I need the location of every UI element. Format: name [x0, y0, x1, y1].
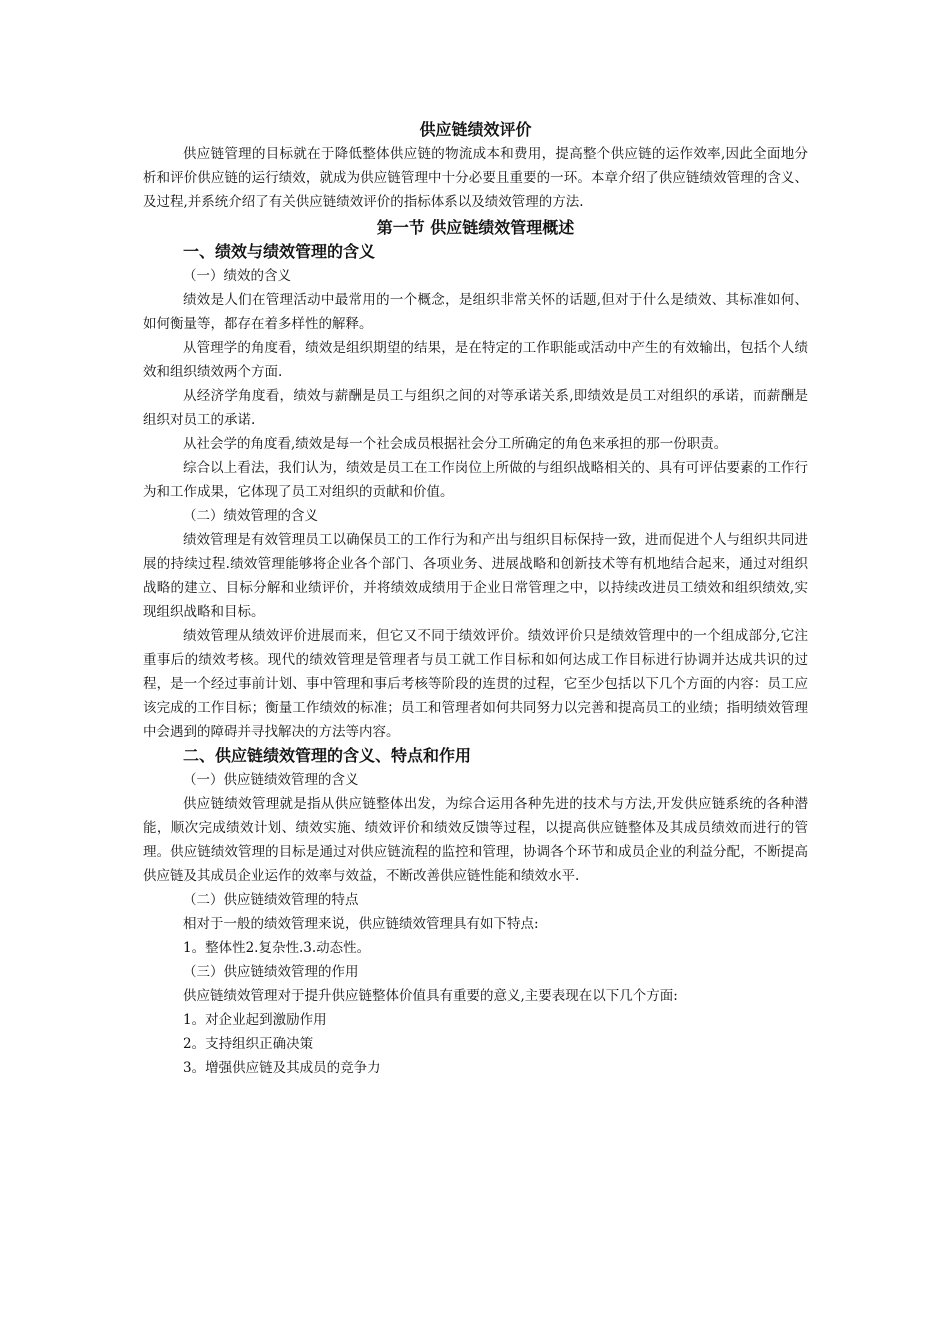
subheading-scpm-features: （二）供应链绩效管理的特点 — [183, 892, 359, 908]
paragraph: 从经济学角度看，绩效与薪酬是员工与组织之间的对等承诺关系,即绩效是员工对组织的承诺，而薪酬是组织对员工的承诺. — [143, 388, 808, 428]
document-page — [143, 118, 808, 1080]
features-intro: 相对于一般的绩效管理来说，供应链绩效管理具有如下特点: — [183, 916, 539, 932]
subheading-performance-management-meaning: （二）绩效管理的含义 — [183, 508, 318, 524]
paragraph: 绩效管理从绩效评价进展而来，但它又不同于绩效评价。绩效评价只是绩效管理中的一个组成部分,它注重事后的绩效考核。现代的绩效管理是管理者与员工就工作目标和如何达成工作目标进行协调并达成共识的过程，是一个经过事前计划、事中管理和事后考核等阶段的连贯的过程，它至少包括以下几个方面的内容：员工应该完成的工作目标；衡量工作绩效的标准；员工和管理者如何共同努力以完善和提高员工的业绩；指明绩效管理中会遇到的障碍并寻找解决的方法等内容。 — [143, 628, 808, 740]
heading-supply-chain-performance: 二、供应链绩效管理的含义、特点和作用 — [183, 746, 472, 765]
subheading-scpm-meaning: （一）供应链绩效管理的含义 — [183, 772, 359, 788]
paragraph: 从社会学的角度看,绩效是每一个社会成员根据社会分工所确定的角色来承担的那一份职责。 — [183, 436, 728, 452]
paragraph: 绩效是人们在管理活动中最常用的一个概念，是组织非常关怀的话题,但对于什么是绩效、其标准如何、如何衡量等，都存在着多样性的解释。 — [143, 292, 808, 332]
heading-performance-definition: 一、绩效与绩效管理的含义 — [183, 242, 376, 261]
document-title: 供应链绩效评价 — [419, 120, 532, 139]
paragraph: 供应链绩效管理就是指从供应链整体出发，为综合运用各种先进的技术与方法,开发供应链系统的各种潜能，顺次完成绩效计划、绩效实施、绩效评价和绩效反馈等过程，以提高供应链整体及其成员绩效而进行的管理。供应链绩效管理的目标是通过对供应链流程的监控和管理，协调各个环节和成员企业的利益分配，不断提高供应链及其成员企业运作的效率与效益，不断改善供应链性能和绩效水平. — [143, 796, 808, 884]
section-title: 第一节 供应链绩效管理概述 — [376, 218, 575, 237]
features-list: 1。整体性2.复杂性.3.动态性。 — [183, 940, 371, 956]
paragraph: 综合以上看法，我们认为，绩效是员工在工作岗位上所做的与组织战略相关的、具有可评估要素的工作行为和工作成果，它体现了员工对组织的贡献和价值。 — [143, 460, 808, 500]
roles-intro: 供应链绩效管理对于提升供应链整体价值具有重要的意义,主要表现在以下几个方面: — [183, 988, 678, 1004]
paragraph: 从管理学的角度看，绩效是组织期望的结果，是在特定的工作职能或活动中产生的有效输出，包括个人绩效和组织绩效两个方面. — [143, 340, 808, 380]
list-item: 2。支持组织正确决策 — [183, 1036, 314, 1052]
subheading-scpm-roles: （三）供应链绩效管理的作用 — [183, 964, 359, 980]
list-item: 3。增强供应链及其成员的竞争力 — [183, 1060, 381, 1076]
subheading-performance-meaning: （一）绩效的含义 — [183, 268, 291, 284]
intro-paragraph: 供应链管理的目标就在于降低整体供应链的物流成本和费用，提高整个供应链的运作效率,因此全面地分析和评价供应链的运行绩效，就成为供应链管理中十分必要且重要的一环。本章介绍了供应链绩效管理的含义、及过程,并系统介绍了有关供应链绩效评价的指标体系以及绩效管理的方法. — [143, 146, 808, 210]
paragraph: 绩效管理是有效管理员工以确保员工的工作行为和产出与组织目标保持一致，进而促进个人与组织共同进展的持续过程.绩效管理能够将企业各个部门、各项业务、进展战略和创新技术等有机地结合起来，通过对组织战略的建立、目标分解和业绩评价，并将绩效成绩用于企业日常管理之中，以持续改进员工绩效和组织绩效,实现组织战略和目标。 — [143, 532, 808, 620]
list-item: 1。对企业起到激励作用 — [183, 1012, 327, 1028]
